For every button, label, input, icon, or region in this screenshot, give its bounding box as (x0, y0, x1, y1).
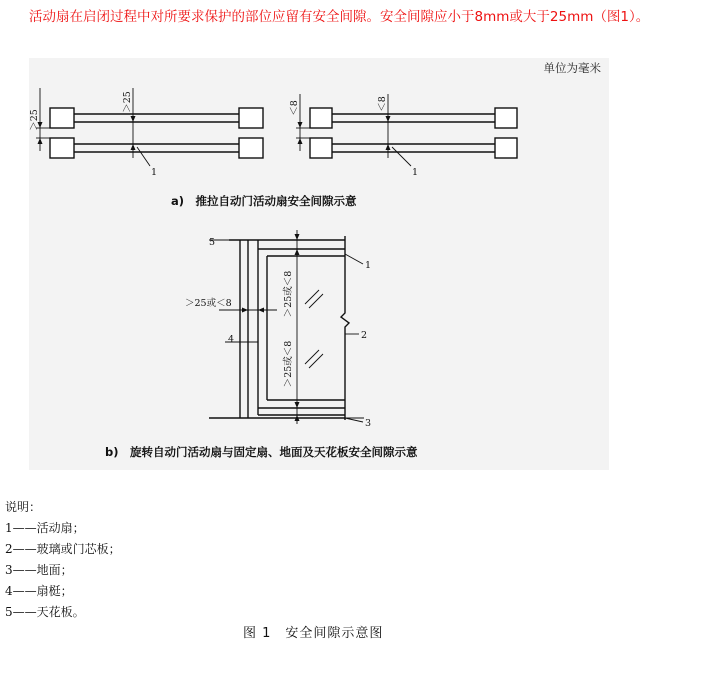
dim-label-gt25: ＞25 (122, 91, 133, 113)
door-leaf-block (50, 138, 74, 158)
dim-label-either: ＞25或＜8 (283, 270, 294, 318)
callout-3: 3 (365, 418, 372, 429)
figure-title: 图 1 安全间隙示意图 (243, 626, 384, 641)
figure-panel (29, 58, 609, 470)
callout-4: 4 (228, 334, 235, 345)
dim-label-lt8: ＜8 (377, 96, 388, 112)
door-leaf-block (310, 108, 332, 128)
dim-label-gt25: ＞25 (29, 109, 40, 131)
callout-1: 1 (151, 167, 158, 178)
dim-label-either: ＞25或＜8 (185, 298, 232, 309)
door-leaf-block (495, 108, 517, 128)
legend-header: 说明： (5, 500, 42, 514)
unit-label: 单位为毫米 (543, 61, 601, 75)
door-leaf-block (239, 138, 263, 158)
callout-2: 2 (361, 330, 368, 341)
diagram-b (209, 230, 364, 424)
legend-item: 5——天花板。 (5, 605, 85, 619)
callout-1: 1 (365, 260, 372, 271)
door-leaf-block (495, 138, 517, 158)
dim-label-lt8: ＜8 (289, 100, 300, 116)
door-leaf-block (239, 108, 263, 128)
safety-gap-diagram (29, 58, 609, 470)
caption-a: a) 推拉自动门活动扇安全间隙示意 (171, 194, 357, 208)
legend-item: 4——扇梃； (5, 584, 73, 598)
door-leaf-block (50, 108, 74, 128)
intro-text: 活动扇在启闭过程中对所要求保护的部位应留有安全间隙。安全间隙应小于8mm或大于25mm（图1）。 (29, 9, 650, 25)
diagram-a (36, 88, 517, 166)
callout-1: 1 (412, 167, 419, 178)
legend-item: 3——地面； (5, 563, 73, 577)
door-leaf-block (310, 138, 332, 158)
legend-item: 1——活动扇； (5, 521, 85, 535)
dim-label-either: ＞25或＜8 (283, 340, 294, 388)
caption-b: b) 旋转自动门活动扇与固定扇、地面及天花板安全间隙示意 (105, 445, 418, 459)
legend-item: 2——玻璃或门芯板； (5, 542, 121, 556)
callout-5: 5 (209, 237, 216, 248)
legend (5, 497, 121, 623)
